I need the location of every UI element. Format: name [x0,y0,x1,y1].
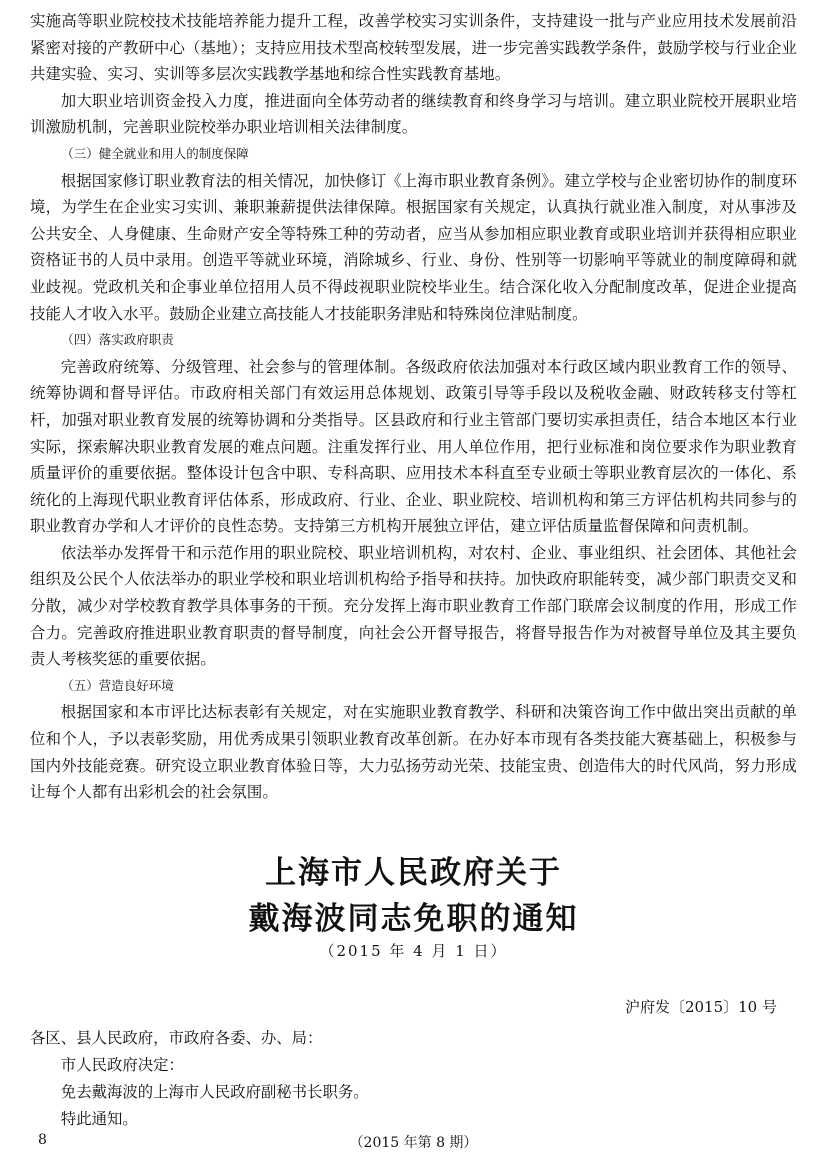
notice-title-line: 上海市人民政府关于 [265,855,562,891]
paragraph: 完善政府统筹、分级管理、社会参与的管理体制。各级政府依法加强对本行政区域内职业教育工作的领导、统筹协调和督导评估。市政府相关部门有效运用总体规划、政策引导等手段以及税收金融、财政转移支付等杠杆，加强对职业教育发展的统筹协调和分类指导。区县政府和行业主管部门要切实承担责任，结合本地区本行业实际，探索解决职业教育发展的难点问题。注重发挥行业、用人单位作用，把行业标准和岗位要求作为职业教育质量评价的重要依据。整体设计包含中职、专科高职、应用技术本科直至专业硕士等职业教育层次的一体化、系统化的上海现代职业教育评估体系，形成政府、行业、企业、职业院校、培训机构和第三方评估机构共同参与的职业教育办学和人才评价的良性态势。支持第三方机构开展独立评估，建立评估质量监督保障和问责机制。 [30,357,797,536]
article-body [30,8,797,806]
paragraph: 依法举办发挥骨干和示范作用的职业院校、职业培训机构，对农村、企业、事业组织、社会团体、其他社会组织及公民个人依法举办的职业学校和职业培训机构给予指导和扶持。加快政府职能转变，减少部门职责交叉和分散，减少对学校教育教学具体事务的干预。充分发挥上海市职业教育工作部门联席会议制度的作用，形成工作合力。完善政府推进职业教育职责的督导制度，向社会公开督导报告，将督导报告作为对被督导单位及其主要负责人考核奖惩的重要依据。 [30,543,797,669]
notice-body [30,1025,797,1133]
page-number: 8 [38,1132,47,1148]
section-heading: （三）健全就业和用人的制度保障 [61,145,249,161]
issue-label: （2015 年第 8 期） [349,1135,478,1151]
section-heading: （四）落实政府职责 [61,332,174,348]
notice-title-line: 戴海波同志免职的通知 [248,901,579,937]
paragraph: 根据国家和本市评比达标表彰有关规定，对在实施职业教育教学、科研和决策咨询工作中做出突出贡献的单位和个人，予以表彰奖励，用优秀成果引领职业教育改革创新。在办好本市现有各类技能大赛基础上，积极参与国内外技能竞赛。研究设立职业教育体验日等，大力弘扬劳动光荣、技能宝贵、创造伟大的时代风尚，努力形成让每个人都有出彩机会的社会氛围。 [30,703,797,802]
notice-line: 特此通知。 [60,1110,138,1128]
notice-line: 免去戴海波的上海市人民政府副秘书长职务。 [60,1083,369,1101]
paragraph: 根据国家修订职业教育法的相关情况，加快修订《上海市职业教育条例》。建立学校与企业密切协作的制度环境，为学生在企业实习实训、兼职兼薪提供法律保障。根据国家有关规定，认真执行就业准入制度，对从事涉及公共安全、人身健康、生命财产安全等特殊工种的劳动者，应当从参加相应职业教育或职业培训并获得相应职业资格证书的人员中录用。创造平等就业环境，消除城乡、行业、身份、性别等一切影响平等就业的制度障碍和就业歧视。党政机关和企事业单位招用人员不得歧视职业院校毕业生。结合深化收入分配制度改革，促进企业提高技能人才收入水平。鼓励企业建立高技能人才技能职务津贴和特殊岗位津贴制度。 [30,171,797,323]
document-number: 沪府发〔2015〕10 号 [624,998,777,1016]
section-heading: （五）营造良好环境 [61,677,174,693]
paragraph: 加大职业培训资金投入力度，推进面向全体劳动者的继续教育和终身学习与培训。建立职业院校开展职业培训激励机制，完善职业院校举办职业培训相关法律制度。 [30,91,797,137]
notice-line: 市人民政府决定： [60,1056,184,1074]
notice-date: （2015 年 4 月 1 日） [319,942,508,960]
notice-recipients: 各区、县人民政府，市政府各委、办、局： [30,1029,323,1047]
paragraph: 实施高等职业院校技术技能培养能力提升工程，改善学校实习实训条件，支持建设一批与产业应用技术发展前沿紧密对接的产教研中心（基地）；支持应用技术型高校转型发展，进一步完善实践教学条件，鼓励学校与行业企业共建实验、实习、实训等多层次实践教学基地和综合性实践教育基地。 [30,12,797,84]
notice-title [0,850,827,942]
